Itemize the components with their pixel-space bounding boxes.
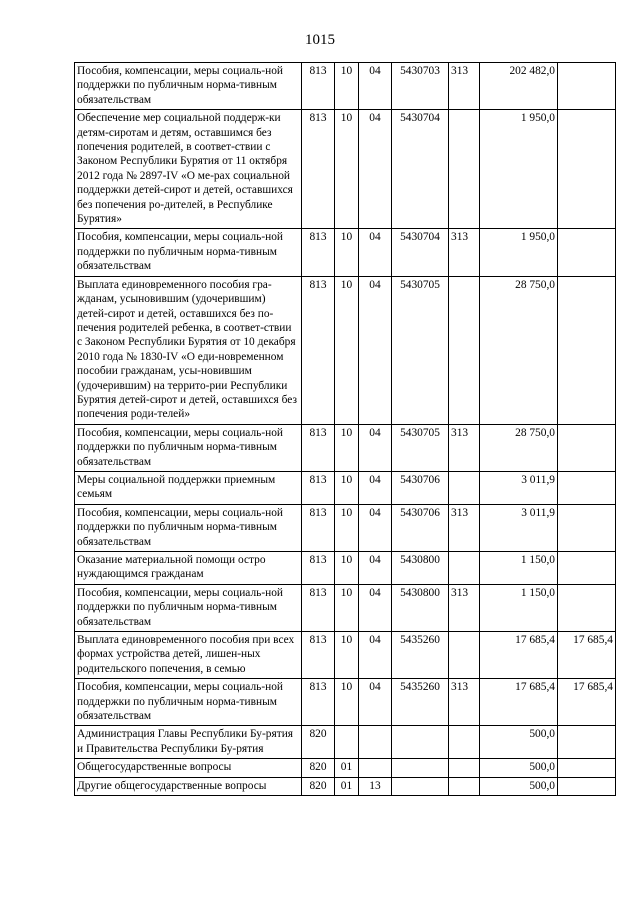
ministry-code: 813 xyxy=(302,276,335,424)
subsection-code xyxy=(359,759,392,777)
section-code: 10 xyxy=(335,229,359,276)
section-code: 10 xyxy=(335,110,359,229)
item-name: Выплата единовременного пособия гра-жданам, усыновившим (удочерившим) детей-сирот и детей, оставшихся без по-печения родителей ребенка, в соответ-ствии с Законом Республики Бурятия от 10 декабря 2010 года № 1830-IV «О еди-новременном пособии гражданам, усы-новившим (удочерившим) на террито-рии Республики Бурятия детей-сирот и детей, оставшихся без попечения роди-телей» xyxy=(75,276,302,424)
table-row xyxy=(75,63,616,110)
expense-type-code: 313 xyxy=(449,504,480,551)
amount: 1 150,0 xyxy=(480,552,558,585)
expense-type-code: 313 xyxy=(449,63,480,110)
amount: 500,0 xyxy=(480,759,558,777)
article-code: 5430703 xyxy=(392,63,449,110)
amount: 500,0 xyxy=(480,726,558,759)
section-code: 10 xyxy=(335,584,359,631)
ministry-code: 820 xyxy=(302,726,335,759)
subsection-code: 04 xyxy=(359,276,392,424)
amount: 3 011,9 xyxy=(480,504,558,551)
article-code: 5430705 xyxy=(392,424,449,471)
item-name: Другие общегосударственные вопросы xyxy=(75,777,302,795)
amount-federal xyxy=(558,276,616,424)
expense-type-code xyxy=(449,726,480,759)
subsection-code xyxy=(359,726,392,759)
expense-type-code xyxy=(449,471,480,504)
item-name: Общегосударственные вопросы xyxy=(75,759,302,777)
ministry-code: 813 xyxy=(302,504,335,551)
table-row xyxy=(75,110,616,229)
amount: 3 011,9 xyxy=(480,471,558,504)
expense-type-code: 313 xyxy=(449,424,480,471)
ministry-code: 813 xyxy=(302,424,335,471)
table-row xyxy=(75,424,616,471)
ministry-code: 813 xyxy=(302,471,335,504)
subsection-code: 04 xyxy=(359,110,392,229)
subsection-code: 04 xyxy=(359,424,392,471)
amount: 28 750,0 xyxy=(480,424,558,471)
expense-type-code xyxy=(449,276,480,424)
ministry-code: 813 xyxy=(302,229,335,276)
subsection-code: 04 xyxy=(359,504,392,551)
article-code: 5435260 xyxy=(392,632,449,679)
subsection-code: 04 xyxy=(359,471,392,504)
expense-type-code xyxy=(449,110,480,229)
amount-federal: 17 685,4 xyxy=(558,632,616,679)
subsection-code: 13 xyxy=(359,777,392,795)
amount-federal xyxy=(558,584,616,631)
amount-federal xyxy=(558,552,616,585)
ministry-code: 813 xyxy=(302,632,335,679)
article-code xyxy=(392,759,449,777)
table-row xyxy=(75,552,616,585)
section-code: 10 xyxy=(335,471,359,504)
table-row xyxy=(75,726,616,759)
expense-type-code: 313 xyxy=(449,584,480,631)
article-code: 5430705 xyxy=(392,276,449,424)
article-code: 5435260 xyxy=(392,679,449,726)
amount: 1 950,0 xyxy=(480,229,558,276)
article-code: 5430706 xyxy=(392,504,449,551)
amount-federal xyxy=(558,759,616,777)
expense-type-code xyxy=(449,552,480,585)
expense-type-code xyxy=(449,759,480,777)
ministry-code: 813 xyxy=(302,63,335,110)
subsection-code: 04 xyxy=(359,63,392,110)
item-name: Пособия, компенсации, меры социаль-ной поддержки по публичным норма-тивным обязательствам xyxy=(75,504,302,551)
ministry-code: 813 xyxy=(302,584,335,631)
ministry-code: 820 xyxy=(302,777,335,795)
section-code xyxy=(335,726,359,759)
article-code xyxy=(392,777,449,795)
amount-federal xyxy=(558,110,616,229)
section-code: 10 xyxy=(335,276,359,424)
section-code: 10 xyxy=(335,679,359,726)
section-code: 01 xyxy=(335,759,359,777)
table-row xyxy=(75,759,616,777)
subsection-code: 04 xyxy=(359,552,392,585)
table-body xyxy=(75,63,616,796)
expense-type-code: 313 xyxy=(449,229,480,276)
budget-table xyxy=(74,62,616,796)
amount-federal xyxy=(558,777,616,795)
item-name: Оказание материальной помощи остро нуждающимся гражданам xyxy=(75,552,302,585)
amount-federal xyxy=(558,504,616,551)
amount: 1 150,0 xyxy=(480,584,558,631)
section-code: 10 xyxy=(335,63,359,110)
item-name: Обеспечение мер социальной поддерж-ки детям-сиротам и детям, оставшимся без попечения родителей, в соответ-ствии с Законом Республики Бурятия от 11 октября 2012 года № 2897-IV «О ме-рах социальной поддержки детей-сирот и детей, оставшихся без попечения ро-дителей, в Республике Бурятия» xyxy=(75,110,302,229)
item-name: Пособия, компенсации, меры социаль-ной поддержки по публичным норма-тивным обязательствам xyxy=(75,584,302,631)
table-row xyxy=(75,679,616,726)
table-row xyxy=(75,276,616,424)
section-code: 10 xyxy=(335,424,359,471)
subsection-code: 04 xyxy=(359,229,392,276)
section-code: 01 xyxy=(335,777,359,795)
ministry-code: 813 xyxy=(302,552,335,585)
article-code: 5430800 xyxy=(392,552,449,585)
article-code: 5430704 xyxy=(392,229,449,276)
amount-federal xyxy=(558,424,616,471)
item-name: Меры социальной поддержки приемным семьям xyxy=(75,471,302,504)
amount: 17 685,4 xyxy=(480,632,558,679)
section-code: 10 xyxy=(335,504,359,551)
article-code: 5430706 xyxy=(392,471,449,504)
amount: 500,0 xyxy=(480,777,558,795)
item-name: Пособия, компенсации, меры социаль-ной поддержки по публичным норма-тивным обязательствам xyxy=(75,679,302,726)
amount-federal xyxy=(558,726,616,759)
ministry-code: 813 xyxy=(302,110,335,229)
article-code xyxy=(392,726,449,759)
section-code: 10 xyxy=(335,552,359,585)
item-name: Администрация Главы Республики Бу-рятия и Правительства Республики Бу-рятия xyxy=(75,726,302,759)
item-name: Выплата единовременного пособия при всех формах устройства детей, лишен-ных родительского попечения, в семью xyxy=(75,632,302,679)
subsection-code: 04 xyxy=(359,679,392,726)
article-code: 5430704 xyxy=(392,110,449,229)
amount: 17 685,4 xyxy=(480,679,558,726)
item-name: Пособия, компенсации, меры социаль-ной поддержки по публичным норма-тивным обязательствам xyxy=(75,63,302,110)
table-row xyxy=(75,777,616,795)
table-row xyxy=(75,229,616,276)
subsection-code: 04 xyxy=(359,584,392,631)
item-name: Пособия, компенсации, меры социаль-ной поддержки по публичным норма-тивным обязательствам xyxy=(75,424,302,471)
table-row xyxy=(75,584,616,631)
table-row xyxy=(75,504,616,551)
item-name: Пособия, компенсации, меры социаль-ной поддержки по публичным норма-тивным обязательствам xyxy=(75,229,302,276)
amount: 202 482,0 xyxy=(480,63,558,110)
subsection-code: 04 xyxy=(359,632,392,679)
amount: 28 750,0 xyxy=(480,276,558,424)
expense-type-code xyxy=(449,632,480,679)
expense-type-code xyxy=(449,777,480,795)
amount-federal xyxy=(558,229,616,276)
page-number: 1015 xyxy=(305,32,335,48)
ministry-code: 813 xyxy=(302,679,335,726)
amount-federal xyxy=(558,63,616,110)
section-code: 10 xyxy=(335,632,359,679)
table-row xyxy=(75,471,616,504)
table-row xyxy=(75,632,616,679)
expense-type-code: 313 xyxy=(449,679,480,726)
amount: 1 950,0 xyxy=(480,110,558,229)
amount-federal xyxy=(558,471,616,504)
amount-federal: 17 685,4 xyxy=(558,679,616,726)
ministry-code: 820 xyxy=(302,759,335,777)
article-code: 5430800 xyxy=(392,584,449,631)
